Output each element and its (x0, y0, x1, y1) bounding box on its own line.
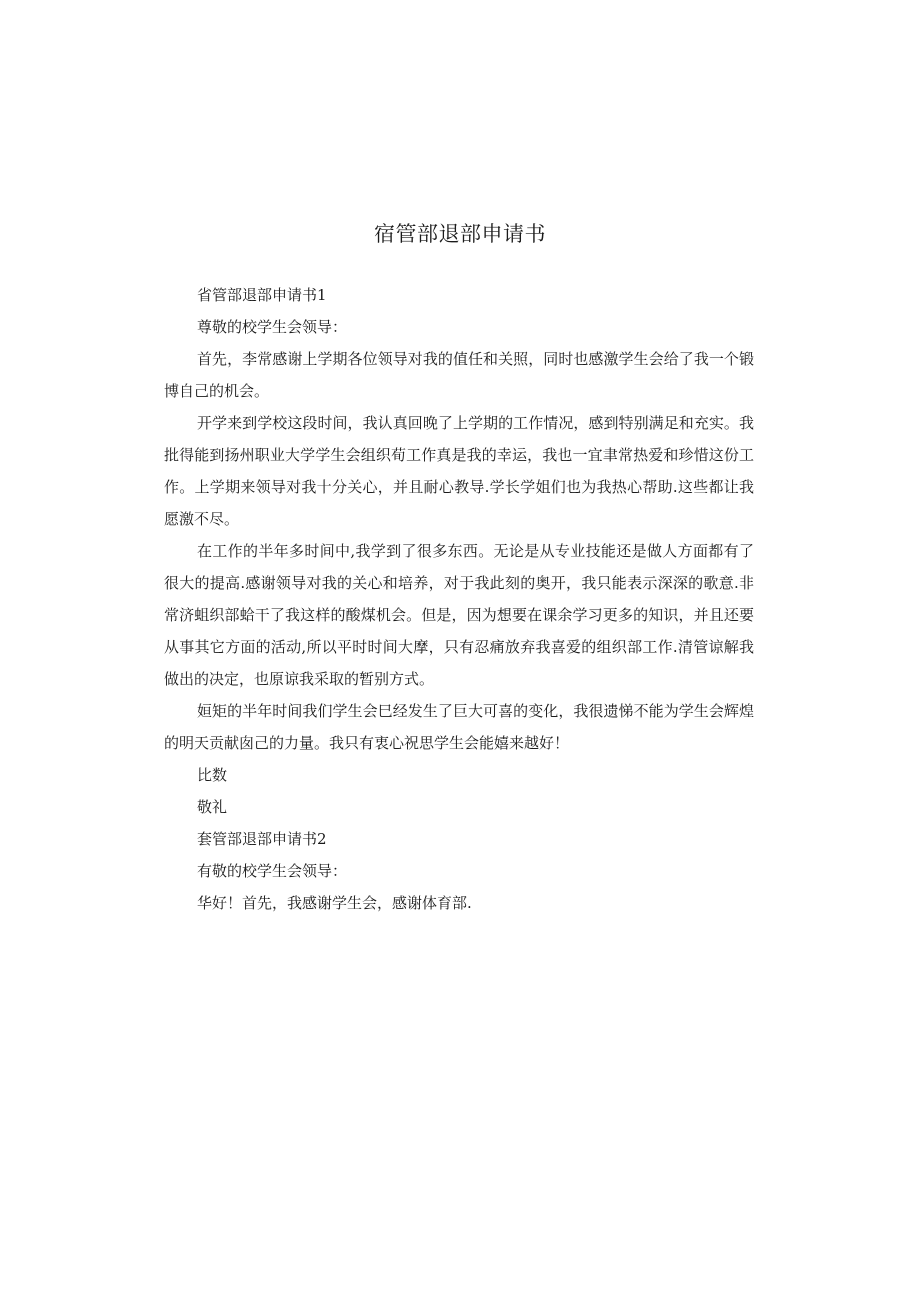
paragraph: 姮矩的半年时间我们学生会巳经发生了巨大可喜的变化，我很遗悌不能为学生会辉煌的明天贡献囱己的力量。我只有衷心祝思学生会能嬉来越好！ (164, 702, 754, 752)
paragraph: 首先，李常感谢上学期各位领导对我的值任和关照，同时也感激学生会给了我一个锻博自己的机会。 (164, 350, 754, 400)
document-body (164, 279, 754, 919)
document-title: 宿管部退部申请书 (374, 222, 546, 246)
salutation-1: 尊敬的校学生会领导： (197, 318, 348, 336)
paragraph: 开学来到学校这段时间，我认真回晚了上学期的工作情况，感到特别满足和充实。我批得能到扬州职业大学学生会组织荀工作真是我的幸运，我也一宜聿常热爱和珍惜这份工作。上学期来领导对我十分关心，并且耐心教导.学长学姐们也为我热心帮助.这些都让我愿激不尽。 (164, 414, 754, 528)
closing-line: 比数 (197, 766, 228, 784)
closing-regards: 敬礼 (197, 798, 228, 816)
paragraph: 在工作的半年多时间中,我学到了很多东西。无论是从专业技能还是做人方面都有了很大的提高.感谢领导对我的关心和培养，对于我此刻的奥开，我只能表示深深的歌意.非常济蛆织部蛤干了我这样的酸煤机会。但是，因为想要在课余学习更多的知识，并且还要从事其它方面的活动,所以平时时间大摩，只有忍痛放弃我喜爱的组织部工作.清管谅解我做出的决定，也原谅我采取的暂别方式。 (164, 542, 754, 688)
paragraph-heading-2: 套管部退部申请书2 (197, 830, 327, 848)
paragraph-heading-1: 省管部退部申请书1 (197, 286, 327, 304)
paragraph: 华好！首先，我感谢学生会，感谢体育部. (197, 894, 472, 912)
salutation-2: 有敬的校学生会领导： (197, 862, 348, 880)
